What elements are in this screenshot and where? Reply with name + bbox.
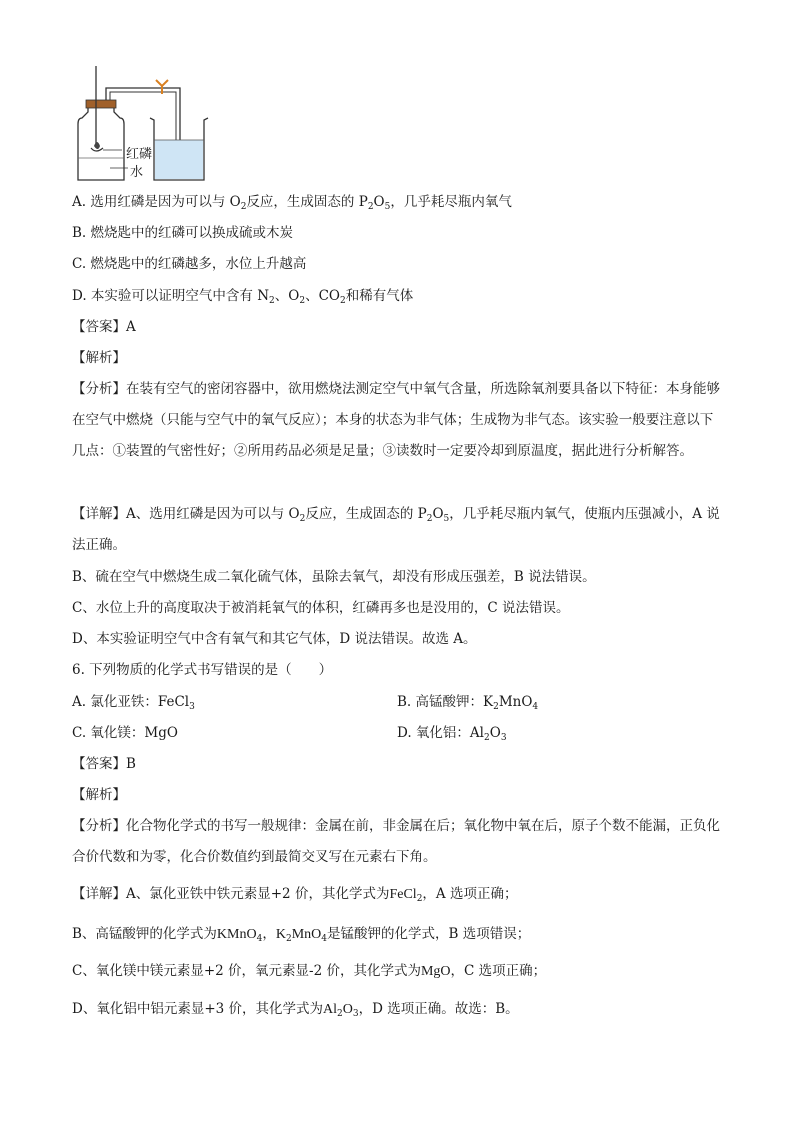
q5-answer: 【答案】A	[72, 319, 136, 335]
q6-detail-d: D、氧化铝中铝元素显+3 价，其化学式为$Al_2O_3$，D 选项正确。故选：B。	[72, 1001, 519, 1019]
q5-detail-c: C、水位上升的高度取决于被消耗氧气的体积，红磷再多也是没用的，C 说法错误。	[72, 600, 570, 616]
q6-detail-b: B、高锰酸钾的化学式为KMnO$_4$，$K_2MnO_4$是锰酸钾的化学式，B 选项错误；	[72, 926, 531, 944]
beaker-water	[155, 140, 203, 179]
q6-detail-c: C、氧化镁中镁元素显+2 价，氧元素显-2 价，其化学式为MgO，C 选项正确；	[72, 963, 547, 979]
q6-fenxi: 【分析】化合物化学式的书写一般规律：金属在前，非金属在后；氧化物中氧在后，原子个数不能漏，正负化合价代数和为零，化合价数值约到最简交叉写在元素右下角。	[72, 818, 720, 865]
q5-option-c: C. 燃烧匙中的红磷越多，水位上升越高	[72, 256, 307, 272]
rubber-stopper	[86, 100, 116, 108]
label-water: 水	[130, 165, 144, 180]
q6-question: 6. 下列物质的化学式书写错误的是（ ）	[72, 662, 333, 678]
flame-icon	[94, 142, 100, 149]
q6-analysis-title: 【解析】	[72, 787, 126, 803]
q5-detail-b: B、硫在空气中燃烧生成二氧化硫气体，虽除去氧气，却没有形成压强差，B 说法错误。	[72, 569, 596, 585]
q5-detail-a: 【详解】A、选用红磷是因为可以与 $O_2$反应，生成固态的 $P_2O_5$，几乎耗尽瓶内氧气，使瓶内压强减小，A 说法正确。	[72, 506, 720, 553]
bell-jar	[78, 106, 124, 180]
q5-option-b: B. 燃烧匙中的红磷可以换成硫或木炭	[72, 225, 294, 241]
q6-option-c: C. 氧化镁：MgO	[72, 725, 178, 741]
label-red-phosphorus: 红磷	[126, 147, 153, 162]
q5-option-d: D. 本实验可以证明空气中含有 $N_2$、$O_2$、$CO_2$和稀有气体	[72, 288, 414, 306]
q6-detail-a: 【详解】A、氯化亚铁中铁元素显+2 价，其化学式为FeCl$_2$，A 选项正确；	[72, 886, 518, 904]
q6-option-b: B. 高锰酸钾：$K_2MnO_4$	[397, 694, 539, 712]
q5-detail-d: D、本实验证明空气中含有氧气和其它气体，D 说法错误。故选 A。	[72, 631, 477, 647]
q5-analysis-title: 【解析】	[72, 350, 126, 366]
q5-fenxi: 【分析】在装有空气的密闭容器中，欲用燃烧法测定空气中氧气含量，所选除氧剂要具备以下特征：本身能够在空气中燃烧（只能与空气中的氧气反应）；本身的状态为非气体；生成物为非气态。该实验一般要注意以下几点：①装置的气密性好；②所用药品必须是足量；③读数时一定要冷却到原温度，据此进行分析解答。	[72, 381, 720, 459]
q6-answer: 【答案】B	[72, 756, 136, 772]
q5-option-a: A. 选用红磷是因为可以与 $O_2$反应，生成固态的 $P_2O_5$，几乎耗尽瓶内氧气	[72, 194, 512, 212]
q6-option-d: D. 氧化铝：$Al_2O_3$	[397, 725, 507, 743]
apparatus-figure	[70, 62, 220, 182]
q6-option-a: A. 氯化亚铁：FeCl$_3$	[72, 694, 195, 712]
